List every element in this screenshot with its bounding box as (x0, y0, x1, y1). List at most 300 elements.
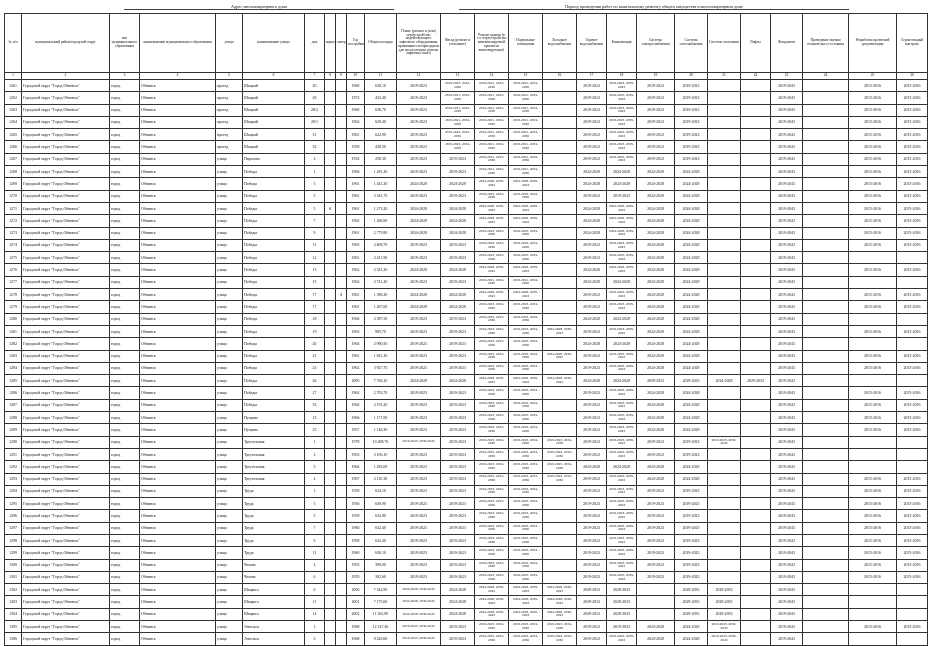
cell-c18: 2024-2028 (607, 166, 637, 178)
column-header: Канализация (607, 14, 637, 73)
cell-c16 (543, 178, 577, 190)
cell-c19: 2024-2028 (637, 325, 675, 337)
cell-c12: 2019-2023 (397, 190, 441, 202)
cell-st: улица (216, 522, 243, 534)
cell-st: улица (216, 227, 243, 239)
cell-c24 (803, 313, 849, 325)
table-row (5, 116, 928, 128)
table-row (5, 289, 928, 301)
cell-area: 1 146,30 (365, 424, 397, 436)
cell-no: 1293 (5, 473, 22, 485)
cell-lit (336, 166, 347, 178)
cell-lit (336, 227, 347, 239)
cell-c13: 2019-2023 (441, 362, 475, 374)
cell-lit: А (336, 289, 347, 301)
cell-c13: 2019-2023 (441, 547, 475, 559)
cell-c24 (803, 534, 849, 546)
cell-c17: 2019-2023 (577, 362, 607, 374)
cell-area: 2 411,90 (365, 252, 397, 264)
cell-c14: 2019-2021, 2034-2036 (475, 104, 509, 116)
cell-c20: 2024-2028 (675, 424, 708, 436)
cell-district: Городской округ "Город Обнинск" (22, 436, 110, 448)
cell-c25 (849, 436, 897, 448)
cell-c19: 2019-2023 (637, 522, 675, 534)
cell-c12: 2019-2023 (397, 92, 441, 104)
cell-district: Городской округ "Город Обнинск" (22, 129, 110, 141)
cell-c20: 2024-2028 (675, 215, 708, 227)
cell-street: Победы (243, 399, 305, 411)
cell-town: Обнинск (140, 350, 216, 362)
cell-c22 (741, 424, 771, 436)
cell-type: город (110, 92, 140, 104)
cell-c18: 2024-2028 (607, 461, 637, 473)
table-row (5, 215, 928, 227)
table-row (5, 485, 928, 497)
cell-type: город (110, 80, 140, 92)
cell-c16 (543, 362, 577, 374)
cell-street: Треугольная (243, 436, 305, 448)
cell-c23: 2019-2043 (771, 621, 803, 633)
cell-year: 1961 (347, 252, 365, 264)
cell-c19: 2024-2028 (637, 338, 675, 350)
cell-district: Городской округ "Город Обнинск" (22, 104, 110, 116)
cell-c16 (543, 190, 577, 202)
cell-c26 (897, 633, 928, 645)
cell-c18: 2024-2028, 2039-2043 (607, 202, 637, 214)
cell-c26: 2015-2016 (897, 264, 928, 276)
cell-house: 26 (305, 375, 325, 387)
cell-year: 1961 (347, 129, 365, 141)
cell-c12: 2019-2023 (397, 559, 441, 571)
cell-district: Городской округ "Город Обнинск" (22, 289, 110, 301)
cell-c18: 2019-2023, 2039-2043 (607, 547, 637, 559)
table-row (5, 375, 928, 387)
cell-c20: 2019-2023 (675, 104, 708, 116)
cell-c15: 2019-2021, 2034-2036 (509, 80, 543, 92)
cell-house: 9 (305, 227, 325, 239)
cell-c24 (803, 559, 849, 571)
cell-c17: 2029-2033 (577, 608, 607, 620)
cell-c13: 2024-2028 (441, 227, 475, 239)
cell-year: 1961 (347, 190, 365, 202)
cell-c23: 2019-2043 (771, 448, 803, 460)
cell-street: Победы (243, 338, 305, 350)
column-number: 22 (741, 73, 771, 80)
cell-c16 (543, 129, 577, 141)
cell-c16 (543, 387, 577, 399)
cell-house: 13 (305, 264, 325, 276)
cell-c20: 2019-2023 (675, 141, 708, 153)
table-row (5, 584, 928, 596)
cell-c21 (708, 412, 741, 424)
cell-corp (325, 584, 336, 596)
cell-town: Обнинск (140, 104, 216, 116)
cell-c24 (803, 153, 849, 165)
cell-c22 (741, 289, 771, 301)
cell-c26: 2015-2016 (897, 116, 928, 128)
cell-c16: 2019-2023, 2034-2036 (543, 633, 577, 645)
cell-c15: 2019-2023, 2034-2036 (509, 461, 543, 473)
cell-c19: 2024-2028 (637, 461, 675, 473)
cell-c17: 2019-2023 (577, 350, 607, 362)
column-header: Год постройки (347, 14, 365, 73)
cell-no: 1282 (5, 338, 22, 350)
cell-c24 (803, 375, 849, 387)
cell-c24 (803, 338, 849, 350)
cell-c21 (708, 239, 741, 251)
cell-c26: 2015-2016 (897, 178, 928, 190)
cell-no: 1278 (5, 289, 22, 301)
cell-c21 (708, 202, 741, 214)
cell-type: город (110, 448, 140, 460)
cell-c26 (897, 252, 928, 264)
table-row (5, 313, 928, 325)
cell-c13: 2019-2023 (441, 190, 475, 202)
cell-no: 1289 (5, 424, 22, 436)
cell-area: 2 191,20 (365, 399, 397, 411)
cell-c23: 2019-2043 (771, 313, 803, 325)
cell-c20: 2024-2028 (675, 178, 708, 190)
cell-district: Городской округ "Город Обнинск" (22, 621, 110, 633)
cell-st: проезд (216, 92, 243, 104)
column-header: Система электроснабжения (637, 14, 675, 73)
cell-c20: 2024-2028 (675, 621, 708, 633)
cell-town: Обнинск (140, 510, 216, 522)
cell-year: 1955 (347, 559, 365, 571)
cell-c22 (741, 178, 771, 190)
column-number: 24 (803, 73, 849, 80)
cell-c22 (741, 104, 771, 116)
cell-no: 1299 (5, 547, 22, 559)
cell-c19: 2024-2028 (637, 178, 675, 190)
cell-c22 (741, 510, 771, 522)
cell-c19: 2019-2023 (637, 141, 675, 153)
cell-c14: 2019-2023, 2034-2036 (475, 399, 509, 411)
cell-area: 2 703,70 (365, 387, 397, 399)
cell-c16 (543, 301, 577, 313)
cell-corp (325, 350, 336, 362)
cell-c25 (849, 252, 897, 264)
cell-c19: 2019-2023 (637, 436, 675, 448)
cell-house: 6 (305, 584, 325, 596)
cell-c16 (543, 485, 577, 497)
cell-street: Победы (243, 252, 305, 264)
cell-c13: 2019-2023 (441, 473, 475, 485)
column-header: тип муниципального образования (110, 14, 140, 73)
cell-c15: 2019-2023, 2034-2036 (509, 547, 543, 559)
cell-type: город (110, 522, 140, 534)
cell-c25: 2015-2016 (849, 412, 897, 424)
cell-district: Городской округ "Город Обнинск" (22, 264, 110, 276)
cell-c19: 2019-2023 (637, 80, 675, 92)
cell-lit (336, 534, 347, 546)
cell-no: 1264 (5, 116, 22, 128)
cell-town: Обнинск (140, 116, 216, 128)
cell-c26: 2015-2016 (897, 202, 928, 214)
cell-st: улица (216, 584, 243, 596)
cell-district: Городской округ "Город Обнинск" (22, 375, 110, 387)
cell-st: улица (216, 166, 243, 178)
cell-town: Обнинск (140, 166, 216, 178)
cell-c14: 2019-2023, 2034-2036 (475, 461, 509, 473)
cell-street: Победы (243, 166, 305, 178)
cell-c17: 2019-2023 (577, 252, 607, 264)
cell-year: 1960 (347, 522, 365, 534)
cell-year: 1966 (347, 166, 365, 178)
cell-house: 4 (305, 559, 325, 571)
cell-c15: 2024-2028, 2039-2043 (509, 608, 543, 620)
cell-c17: 2019-2023 (577, 80, 607, 92)
cell-st: улица (216, 633, 243, 645)
column-number: 1 (5, 73, 22, 80)
cell-c18: 2019-2023, 2039-2043 (607, 350, 637, 362)
cell-c26: 2015-2016 (897, 289, 928, 301)
cell-lit (336, 301, 347, 313)
cell-street: Энгельса (243, 621, 305, 633)
cell-street: Шацкий (243, 104, 305, 116)
cell-c12: 2019-2023 (397, 412, 441, 424)
cell-c13: 2019-2023 (441, 510, 475, 522)
cell-c23: 2019-2043 (771, 436, 803, 448)
cell-no: 1267 (5, 153, 22, 165)
cell-c18: 2019-2023, 2039-2043 (607, 399, 637, 411)
cell-c15: 2019-2021, 2034-2036 (509, 129, 543, 141)
cell-year: 1962 (347, 116, 365, 128)
cell-c22 (741, 325, 771, 337)
cell-c21: 2029-2033 (708, 584, 741, 596)
cell-area: 392,60 (365, 571, 397, 583)
table-row (5, 325, 928, 337)
cell-house: 3 (305, 633, 325, 645)
cell-c25: 2015-2016 (849, 362, 897, 374)
cell-c16: 2019-2023, 2034-2036 (543, 473, 577, 485)
table-row (5, 571, 928, 583)
cell-c17: 2019-2023 (577, 448, 607, 460)
cell-corp (325, 153, 336, 165)
cell-district: Городской округ "Город Обнинск" (22, 190, 110, 202)
cell-area: 632,80 (365, 510, 397, 522)
cell-type: город (110, 596, 140, 608)
cell-c22 (741, 559, 771, 571)
cell-c20: 2024-2028 (675, 276, 708, 288)
cell-area: 632,40 (365, 522, 397, 534)
cell-c12: 2019-2023 (397, 313, 441, 325)
cell-c23: 2019-2043 (771, 571, 803, 583)
cell-c24 (803, 596, 849, 608)
cell-year: 1954 (347, 153, 365, 165)
cell-year: 2001 (347, 596, 365, 608)
cell-st: улица (216, 412, 243, 424)
cell-c22 (741, 473, 771, 485)
cell-c22 (741, 362, 771, 374)
cell-c25: 2015-2016 (849, 80, 897, 92)
cell-c25: 2015-2016 (849, 559, 897, 571)
cell-c21 (708, 178, 741, 190)
cell-type: город (110, 264, 140, 276)
cell-c17: 2024-2028 (577, 202, 607, 214)
cell-c17: 2019-2023 (577, 387, 607, 399)
cell-c24 (803, 190, 849, 202)
cell-c14: 2019-2023, 2034-2036 (475, 362, 509, 374)
table-row (5, 621, 928, 633)
cell-c15: 2019-2023, 2034-2036 (509, 325, 543, 337)
cell-c15: 2024-2028, 2039-2043 (509, 215, 543, 227)
cell-town: Обнинск (140, 461, 216, 473)
cell-c22 (741, 621, 771, 633)
cell-year: 1959 (347, 485, 365, 497)
table-row (5, 338, 928, 350)
cell-year: 1960 (347, 547, 365, 559)
cell-c25 (849, 448, 897, 460)
column-header: Проведение оценки технического состояния (803, 14, 849, 73)
cell-year: 1962 (347, 362, 365, 374)
column-number: 23 (771, 73, 803, 80)
cell-no: 1303 (5, 596, 22, 608)
cell-st: улица (216, 473, 243, 485)
column-number: 26 (897, 73, 928, 80)
cell-c25 (849, 633, 897, 645)
cell-c16 (543, 166, 577, 178)
cell-c19: 2019-2023 (637, 92, 675, 104)
cell-c15: 2019-2021, 2034-2036 (509, 116, 543, 128)
cell-type: город (110, 166, 140, 178)
table-row (5, 239, 928, 251)
column-number: 5 (216, 73, 243, 80)
cell-lit (336, 461, 347, 473)
cell-type: город (110, 202, 140, 214)
cell-c16: 2019-2023, 2034-2036 (543, 461, 577, 473)
cell-corp (325, 252, 336, 264)
cell-c17: 2029-2033 (577, 596, 607, 608)
cell-c13: 2024-2028 (441, 375, 475, 387)
cell-district: Городской округ "Город Обнинск" (22, 92, 110, 104)
cell-c23: 2019-2043 (771, 202, 803, 214)
cell-c12: 2019-2023 (397, 80, 441, 92)
cell-town: Обнинск (140, 621, 216, 633)
cell-c16 (543, 104, 577, 116)
cell-c17: 2019-2023 (577, 141, 607, 153)
cell-c12: 2019-2023 (397, 522, 441, 534)
cell-c19: 2024-2028 (637, 621, 675, 633)
cell-lit (336, 129, 347, 141)
cell-corp (325, 166, 336, 178)
cell-street: Победы (243, 215, 305, 227)
cell-c14: 2019-2023, 2034-2036 (475, 448, 509, 460)
cell-c15: 2019-2023, 2034-2036 (509, 338, 543, 350)
cell-c14: 2019-2021, 2034-2036 (475, 80, 509, 92)
cell-c25 (849, 375, 897, 387)
cell-c26 (897, 436, 928, 448)
cell-c20: 2024-2028 (675, 362, 708, 374)
cell-c18: 2029-2033 (607, 584, 637, 596)
cell-type: город (110, 116, 140, 128)
cell-street: Труда (243, 522, 305, 534)
cell-street: Шацкого (243, 584, 305, 596)
cell-c17: 2024-2028 (577, 276, 607, 288)
cell-area: 7 175,60 (365, 596, 397, 608)
cell-year: 1968 (347, 633, 365, 645)
cell-c18: 2024-2028 (607, 375, 637, 387)
cell-st: улица (216, 547, 243, 559)
cell-town: Обнинск (140, 276, 216, 288)
cell-c26 (897, 375, 928, 387)
table-row (5, 412, 928, 424)
cell-st: улица (216, 485, 243, 497)
cell-c23: 2019-2043 (771, 596, 803, 608)
cell-st: улица (216, 153, 243, 165)
cell-c19: 2024-2028 (637, 166, 675, 178)
cell-c14: 2019-2021, 2034-2036 (475, 153, 509, 165)
table-row (5, 534, 928, 546)
cell-c24 (803, 239, 849, 251)
cell-c13: 2019-2023, 2034-2036 (441, 141, 475, 153)
table-row (5, 264, 928, 276)
cell-c19: 2019-2023 (637, 547, 675, 559)
cell-c21 (708, 301, 741, 313)
cell-lit (336, 387, 347, 399)
cell-c16 (543, 289, 577, 301)
cell-c25: 2015-2016 (849, 621, 897, 633)
cell-house: 6 (305, 571, 325, 583)
cell-c14: 2019-2023, 2034-2036 (475, 424, 509, 436)
cell-area: 632,40 (365, 534, 397, 546)
cell-year: 1961 (347, 202, 365, 214)
cell-year: 1961 (347, 350, 365, 362)
cell-corp (325, 522, 336, 534)
cell-corp (325, 436, 336, 448)
cell-c21 (708, 485, 741, 497)
cell-corp (325, 215, 336, 227)
cell-c15: 2024-2028, 2039-2043 (509, 264, 543, 276)
cell-c26: 2015-2016 (897, 559, 928, 571)
cell-c25: 2015-2016 (849, 178, 897, 190)
cell-c16 (543, 264, 577, 276)
cell-district: Городской округ "Город Обнинск" (22, 202, 110, 214)
cell-corp (325, 338, 336, 350)
cell-c20: 2024-2028 (675, 289, 708, 301)
cell-year: 1962 (347, 387, 365, 399)
cell-district: Городской округ "Город Обнинск" (22, 485, 110, 497)
cell-c23: 2019-2043 (771, 141, 803, 153)
cell-c23: 2019-2043 (771, 510, 803, 522)
cell-year: 1967 (347, 473, 365, 485)
cell-c12: 2019-2023 (397, 473, 441, 485)
cell-corp (325, 362, 336, 374)
cell-c16: 2024-2028, 2039-2043 (543, 375, 577, 387)
cell-no: 1269 (5, 178, 22, 190)
cell-c21 (708, 264, 741, 276)
cell-street: Треугольная (243, 448, 305, 460)
cell-c25: 2015-2016 (849, 202, 897, 214)
cell-type: город (110, 276, 140, 288)
cell-c13: 2019-2023 (441, 338, 475, 350)
cell-c12: 2019-2023 (397, 104, 441, 116)
cell-st: улица (216, 252, 243, 264)
cell-district: Городской округ "Город Обнинск" (22, 596, 110, 608)
cell-year: 1961 (347, 301, 365, 313)
cell-c12: 2019-2023 (397, 448, 441, 460)
cell-corp (325, 534, 336, 546)
cell-no: 1306 (5, 633, 22, 645)
cell-corp (325, 633, 336, 645)
cell-c23: 2019-2043 (771, 350, 803, 362)
cell-c26: 2015-2016 (897, 547, 928, 559)
cell-c18: 2019-2023, 2039-2043 (607, 510, 637, 522)
cell-lit (336, 498, 347, 510)
cell-st: улица (216, 178, 243, 190)
cell-corp (325, 424, 336, 436)
cell-district: Городской округ "Город Обнинск" (22, 362, 110, 374)
